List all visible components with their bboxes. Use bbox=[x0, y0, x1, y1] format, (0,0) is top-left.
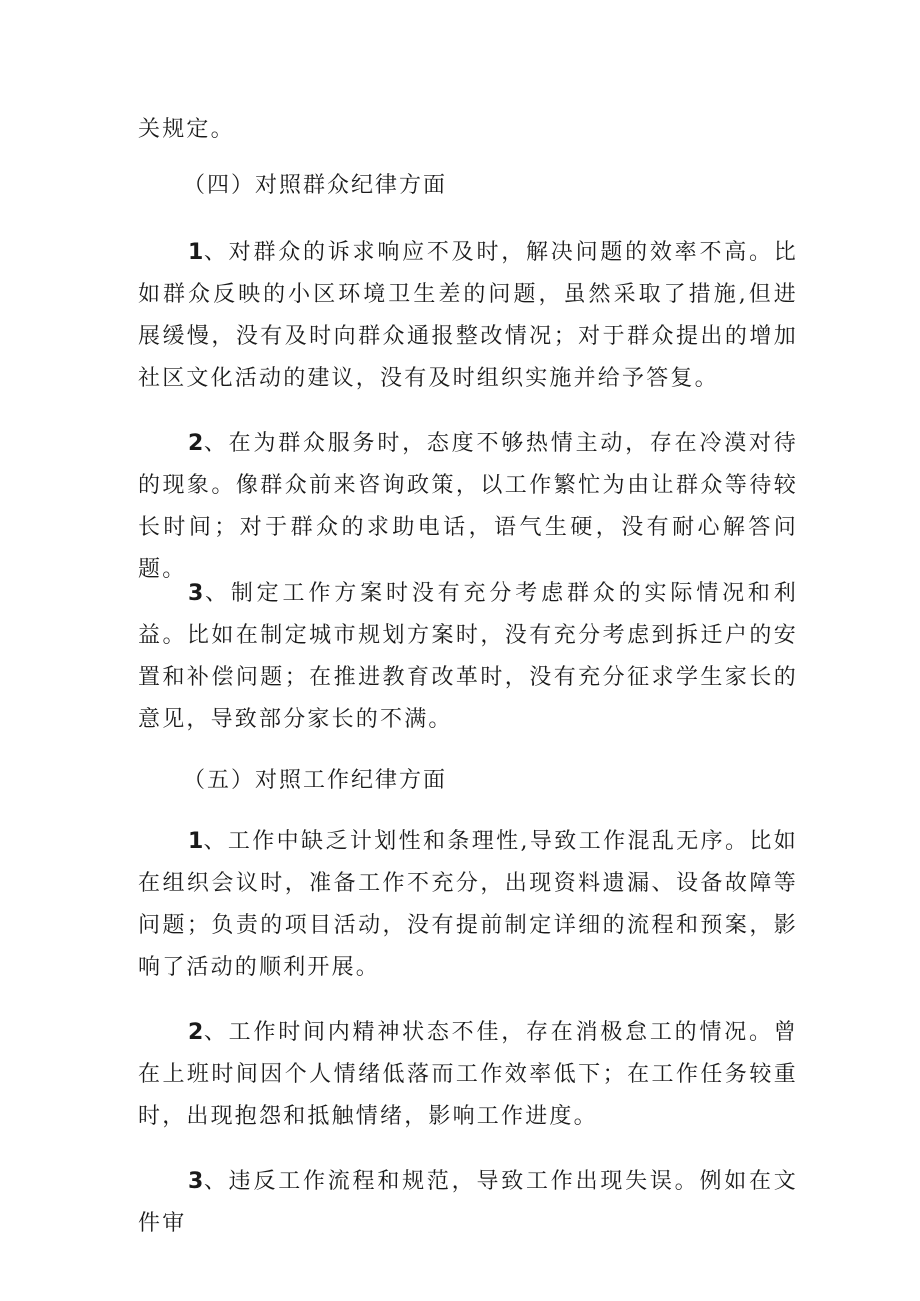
item-number: 2 bbox=[188, 431, 204, 456]
paragraph-text: 、违反工作流程和规范，导致工作出现失误。例如在文件审 bbox=[138, 1169, 798, 1236]
item-number: 1 bbox=[188, 829, 204, 854]
paragraph-text: 、制定工作方案时没有充分考虑群众的实际情况和利益。比如在制定城市规划方案时，没有充分考虑到拆迁户的安置和补偿问题；在推进教育改革时，没有充分征求学生家长的意见，导致部分家长的不满。 bbox=[138, 581, 798, 732]
section-heading-5: （五）对照工作纪律方面 bbox=[183, 768, 448, 793]
paragraph-5-2 bbox=[138, 1012, 798, 1138]
continued-line: 关规定。 bbox=[138, 117, 235, 142]
section-heading-4: （四）对照群众纪律方面 bbox=[183, 173, 448, 198]
item-number: 3 bbox=[188, 1169, 204, 1194]
paragraph-5-1 bbox=[138, 821, 798, 989]
item-number: 3 bbox=[188, 581, 204, 606]
item-number: 2 bbox=[188, 1020, 204, 1045]
paragraph-4-3 bbox=[138, 573, 798, 741]
paragraph-text: 、工作中缺乏计划性和条理性,导致工作混乱无序。比如在组织会议时，准备工作不充分，出现资料遗漏、设备故障等问题；负责的项目活动，没有提前制定详细的流程和预案，影响了活动的顺利开展。 bbox=[138, 829, 798, 980]
paragraph-text: 、工作时间内精神状态不佳，存在消极怠工的情况。曾在上班时间因个人情绪低落而工作效率低下；在工作任务较重时，出现抱怨和抵触情绪，影响工作进度。 bbox=[138, 1020, 798, 1129]
paragraph-5-3 bbox=[138, 1161, 798, 1245]
paragraph-4-2 bbox=[138, 423, 798, 591]
paragraph-text: 、在为群众服务时，态度不够热情主动，存在冷漠对待的现象。像群众前来咨询政策，以工作繁忙为由让群众等待较长时间；对于群众的求助电话，语气生硬，没有耐心解答问题。 bbox=[138, 431, 798, 582]
paragraph-text: 、对群众的诉求响应不及时，解决问题的效率不高。比如群众反映的小区环境卫生差的问题，虽然采取了措施,但进展缓慢，没有及时向群众通报整改情况；对于群众提出的增加社区文化活动的建议，没有及时组织实施并给予答复。 bbox=[138, 240, 798, 391]
paragraph-4-1 bbox=[138, 232, 798, 400]
item-number: 1 bbox=[188, 240, 204, 265]
